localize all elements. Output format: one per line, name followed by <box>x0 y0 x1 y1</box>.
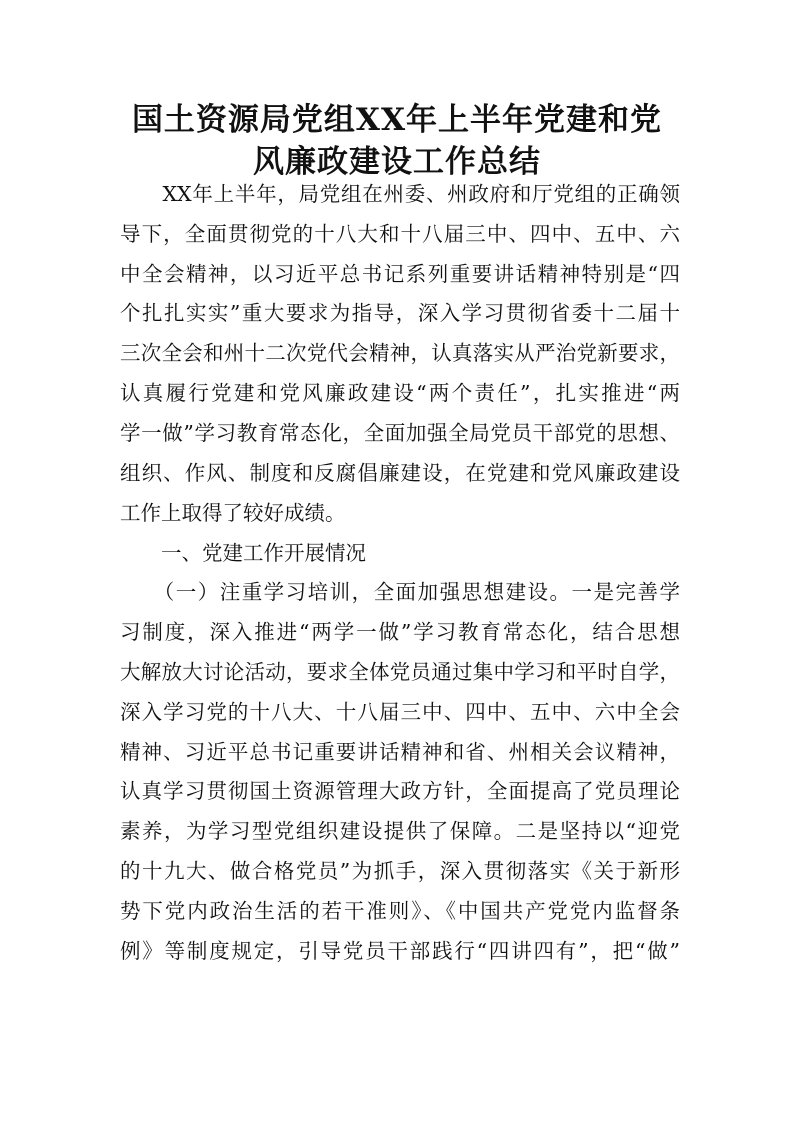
body-line: 认真履行党建和党风廉政建设“两个责任”，扎实推进“两 <box>120 381 680 405</box>
body-line: （一）注重学习培训，全面加强思想建设。一是完善学 <box>120 580 680 604</box>
body-line: 工作上取得了较好成绩。 <box>120 501 346 525</box>
section-heading: 一、党建工作开展情况 <box>120 541 366 565</box>
body-line: XX年上半年，局党组在州委、州政府和厅党组的正确领 <box>120 182 680 206</box>
document-title-line-1: 国土资源局党组XX年上半年党建和党 <box>131 102 663 138</box>
body-line: 大解放大讨论活动，要求全体党员通过集中学习和平时自学， <box>120 660 680 684</box>
body-line: 势下党内政治生活的若干准则》、《中国共产党党内监督条 <box>120 899 680 923</box>
document-title-line-2: 风廉政建设工作总结 <box>253 144 541 180</box>
body-line: 精神、习近平总书记重要讲话精神和省、州相关会议精神， <box>120 740 680 764</box>
body-line: 中全会精神，以习近平总书记系列重要讲话精神特别是“四 <box>120 262 680 286</box>
body-line: 三次全会和州十二次党代会精神，认真落实从严治党新要求， <box>120 341 680 365</box>
body-line: 导下，全面贯彻党的十八大和十八届三中、四中、五中、六 <box>120 222 680 246</box>
body-line: 的十九大、做合格党员”为抓手，深入贯彻落实《关于新形 <box>120 859 680 883</box>
body-line: 例》等制度规定，引导党员干部践行“四讲四有”，把“做” <box>120 939 680 963</box>
body-line: 习制度，深入推进“两学一做”学习教育常态化，结合思想 <box>120 620 680 644</box>
body-line: 组织、作风、制度和反腐倡廉建设，在党建和党风廉政建设 <box>120 461 680 485</box>
body-line: 认真学习贯彻国土资源管理大政方针，全面提高了党员理论 <box>120 779 680 803</box>
body-line: 深入学习党的十八大、十八届三中、四中、五中、六中全会 <box>120 700 680 724</box>
body-line: 学一做”学习教育常态化，全面加强全局党员干部党的思想、 <box>120 421 680 445</box>
body-line: 素养，为学习型党组织建设提供了保障。二是坚持以“迎党 <box>120 819 680 843</box>
body-line: 个扎扎实实”重大要求为指导，深入学习贯彻省委十二届十 <box>120 301 680 325</box>
